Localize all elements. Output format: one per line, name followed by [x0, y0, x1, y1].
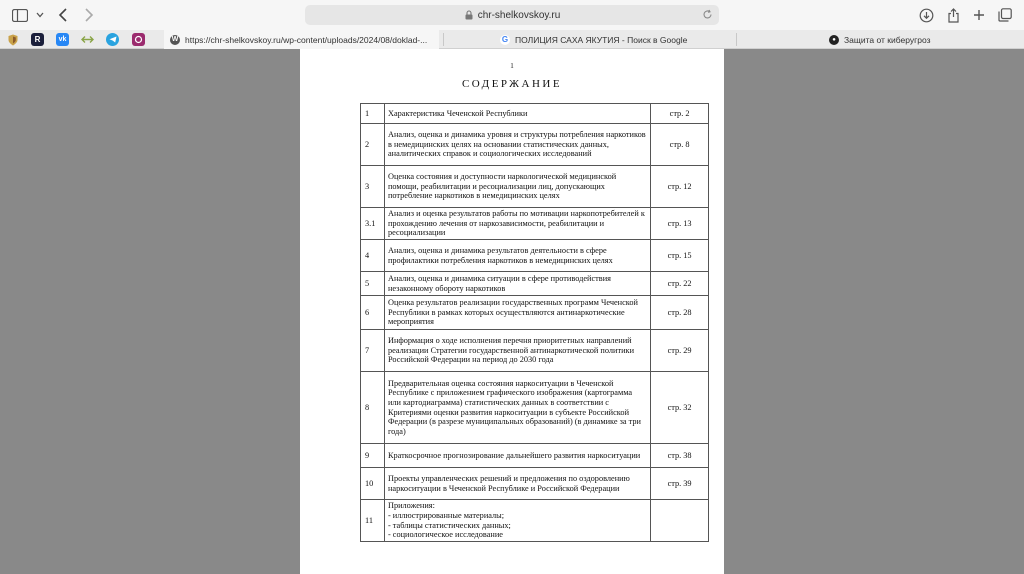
tab-overview-icon[interactable]: [996, 6, 1014, 24]
address-bar[interactable]: [305, 5, 719, 25]
page-title: СОДЕРЖАНИЕ: [461, 78, 563, 90]
toc-title: Оценка результатов реализации государственных программ Чеченской Республики в рамках которых осуществляются антинаркотические мероприятия: [384, 296, 650, 330]
toc-title: Оценка состояния и доступности наркологической медицинской помощи, реабилитации и ресоциализации лиц, допускающих потребление наркотиков в немедицинских целях: [384, 166, 650, 208]
shield-icon[interactable]: [6, 33, 19, 46]
tab-separator: [443, 33, 444, 46]
toc-row: [361, 468, 709, 500]
forward-button[interactable]: [80, 6, 98, 24]
toc-number: 3.1: [361, 208, 385, 240]
toc-title: Информация о ходе исполнения перечня приоритетных направлений реализации Стратегии государственной антинаркотической политики Российской Федерации на период до 2030 года: [384, 330, 650, 372]
toc-page: стр. 2: [651, 104, 709, 124]
toc-title: Характеристика Чеченской Республики: [384, 104, 650, 124]
toc-page: стр. 32: [651, 372, 709, 444]
toc-row: [361, 296, 709, 330]
pdf-viewer[interactable]: [0, 49, 1024, 574]
toc-row: [361, 166, 709, 208]
toc-number: 11: [361, 500, 385, 542]
toc-row: [361, 500, 709, 542]
toc-page: стр. 8: [651, 124, 709, 166]
appendix-item: - социологическое исследование: [387, 530, 503, 540]
arrows-icon[interactable]: [81, 33, 94, 46]
toc-row: [361, 444, 709, 468]
toc-title: Краткосрочное прогнозирование дальнейшего развития наркоситуации: [384, 444, 650, 468]
toc-page: стр. 15: [651, 240, 709, 272]
toc-title: Анализ, оценка и динамика результатов деятельности в сфере профилактики потребления наркотиков в немедицинских целях: [384, 240, 650, 272]
toc-page: [651, 500, 709, 542]
toc-title: Приложения:: [387, 501, 435, 511]
back-button[interactable]: [54, 6, 72, 24]
chevron-down-icon[interactable]: [31, 6, 49, 24]
toc-title: Анализ и оценка результатов работы по мотивации наркопотребителей к прохождению лечения от наркозависимости, реабилитации и ресоциализации: [384, 208, 650, 240]
toc-number: 8: [361, 372, 385, 444]
toc-number: 3: [361, 166, 385, 208]
toc-row: [361, 124, 709, 166]
app-icon[interactable]: [132, 33, 145, 46]
new-tab-icon[interactable]: [970, 6, 988, 24]
toc-page: стр. 13: [651, 208, 709, 240]
browser-toolbar: [0, 0, 1024, 30]
toc-number: 7: [361, 330, 385, 372]
sidebar-toggle-icon[interactable]: [11, 6, 29, 24]
toc-row: [361, 330, 709, 372]
toc-row: [361, 240, 709, 272]
toc-title: Анализ, оценка и динамика уровня и структуры потребления наркотиков в немедицинских целях на основании статистических данных, аналитических справок и социологических исследований: [384, 124, 650, 166]
toc-number: 9: [361, 444, 385, 468]
page-number: 1: [510, 62, 514, 70]
toc-table: [360, 103, 709, 542]
toc-row: [361, 272, 709, 296]
pdf-page: [300, 49, 724, 574]
toc-number: 1: [361, 104, 385, 124]
toc-number: 6: [361, 296, 385, 330]
tab-pdf-document[interactable]: [164, 30, 439, 49]
tab-label: ПОЛИЦИЯ САХА ЯКУТИЯ - Поиск в Google: [515, 34, 688, 45]
download-icon[interactable]: [917, 6, 935, 24]
telegram-icon[interactable]: [106, 33, 119, 46]
toc-number: 10: [361, 468, 385, 500]
url-text: chr-shelkovskoy.ru: [477, 9, 561, 21]
toc-page: стр. 28: [651, 296, 709, 330]
toc-title: Предварительная оценка состояния наркоситуации в Чеченской Республике с приложением графического изображения (картограмма или картодиаграмма) статистических данных в соответствии с Критериями оценки развития наркоситуации в субъекте Российской Федерации (в разрезе муниципальных образований) (в динамике за три года): [384, 372, 650, 444]
toc-number: 5: [361, 272, 385, 296]
toc-page: стр. 22: [651, 272, 709, 296]
toc-page: стр. 39: [651, 468, 709, 500]
share-icon[interactable]: [944, 6, 962, 24]
vk-icon[interactable]: vk: [56, 33, 69, 46]
toc-number: 4: [361, 240, 385, 272]
reload-icon[interactable]: [702, 9, 713, 20]
toc-row: [361, 208, 709, 240]
toc-title: Проекты управленческих решений и предложения по оздоровлению наркоситуации в Чеченской Республике и Российской Федерации: [384, 468, 650, 500]
tab-cyber-protection[interactable]: [829, 30, 1019, 49]
toc-page: стр. 29: [651, 330, 709, 372]
tab-google-search[interactable]: [500, 30, 730, 49]
appendix-item: - таблицы статистических данных;: [387, 520, 511, 530]
toc-page: стр. 38: [651, 444, 709, 468]
tab-label: https://chr-shelkovskoy.ru/wp-content/uploads/2024/08/doklad-...: [185, 34, 428, 45]
toc-row: [361, 104, 709, 124]
toc-title: Анализ, оценка и динамика ситуации в сфере противодействия незаконному обороту наркотиков: [384, 272, 650, 296]
toc-row: [361, 372, 709, 444]
tab-separator: [736, 33, 737, 46]
toc-page: стр. 12: [651, 166, 709, 208]
tab-bar: [0, 30, 1024, 49]
wordpress-icon: W: [171, 36, 179, 43]
google-icon: G: [501, 35, 509, 44]
appendix-item: - иллюстрированные материалы;: [387, 510, 505, 520]
rutube-icon[interactable]: R: [31, 33, 44, 46]
lock-icon: [464, 10, 474, 20]
toc-appendix: [384, 500, 650, 542]
tab-label: Защита от киберугроз: [844, 34, 931, 45]
toc-number: 2: [361, 124, 385, 166]
site-icon: ●: [829, 35, 839, 45]
